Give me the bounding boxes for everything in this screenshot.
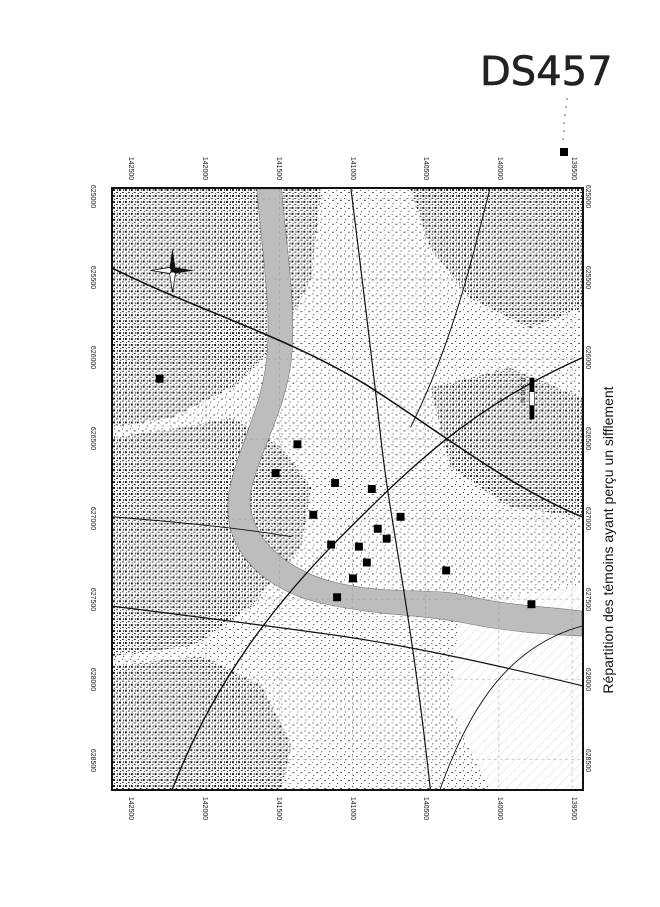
x-tick-label: 625000	[584, 184, 592, 209]
x-tick-label: 627500	[584, 587, 592, 612]
x-tick-label: 628500	[584, 748, 592, 773]
x-tick-label: 626500	[584, 426, 592, 450]
y-tick-label: 142000	[201, 156, 209, 181]
y-tick-label: 141500	[274, 156, 282, 181]
scale-bar-label: 0 300 m	[518, 377, 526, 403]
x-tick-label: 626000	[89, 345, 97, 370]
y-tick-label: 141500	[274, 796, 282, 821]
y-tick-label: 141000	[348, 796, 356, 821]
y-tick-label: 140000	[496, 796, 504, 821]
map-canvas	[113, 189, 582, 789]
witness-marker	[293, 440, 301, 448]
document-id-handwritten	[470, 40, 620, 100]
x-tick-label: 626500	[89, 426, 97, 450]
witness-marker	[374, 525, 382, 533]
witness-marker	[363, 559, 371, 567]
x-tick-label: 627000	[89, 507, 97, 531]
x-tick-label: 625500	[89, 265, 97, 289]
witness-marker	[368, 485, 376, 493]
witness-marker	[349, 574, 357, 582]
witness-marker	[309, 511, 317, 519]
y-tick-label: 140500	[422, 156, 430, 181]
witness-marker	[331, 479, 339, 487]
y-tick-label: 140500	[422, 796, 430, 821]
document-id-text: DS457	[480, 49, 613, 95]
witness-marker	[355, 543, 363, 551]
witness-marker	[383, 535, 391, 543]
witness-marker	[156, 375, 164, 383]
y-tick-label: 142500	[127, 156, 135, 181]
x-tick-label: 625000	[89, 184, 97, 209]
witness-marker	[442, 566, 450, 574]
witness-marker	[397, 513, 405, 521]
y-tick-label: 140000	[496, 156, 504, 181]
witness-marker	[527, 600, 535, 608]
map-frame	[111, 187, 584, 791]
x-tick-label: 625500	[584, 265, 592, 289]
x-tick-label: 627500	[89, 587, 97, 612]
y-tick-label: 142000	[201, 796, 209, 821]
witness-marker	[327, 541, 335, 549]
x-tick-label: 628000	[584, 668, 592, 692]
witness-marker	[272, 469, 280, 477]
x-tick-label: 626000	[584, 345, 592, 370]
y-tick-label: 139500	[570, 156, 578, 181]
y-tick-label: 141000	[348, 156, 356, 181]
x-tick-label: 627000	[584, 507, 592, 531]
legend-marker-swatch	[560, 148, 568, 156]
x-tick-label: 628500	[89, 748, 97, 773]
y-tick-label: 139500	[570, 796, 578, 821]
witness-marker	[333, 593, 341, 601]
y-tick-label: 142500	[127, 796, 135, 821]
map-title: Répartition des témoins ayant perçu un sifflement	[600, 386, 616, 694]
x-tick-label: 628000	[89, 668, 97, 692]
dotted-trail	[555, 95, 575, 145]
